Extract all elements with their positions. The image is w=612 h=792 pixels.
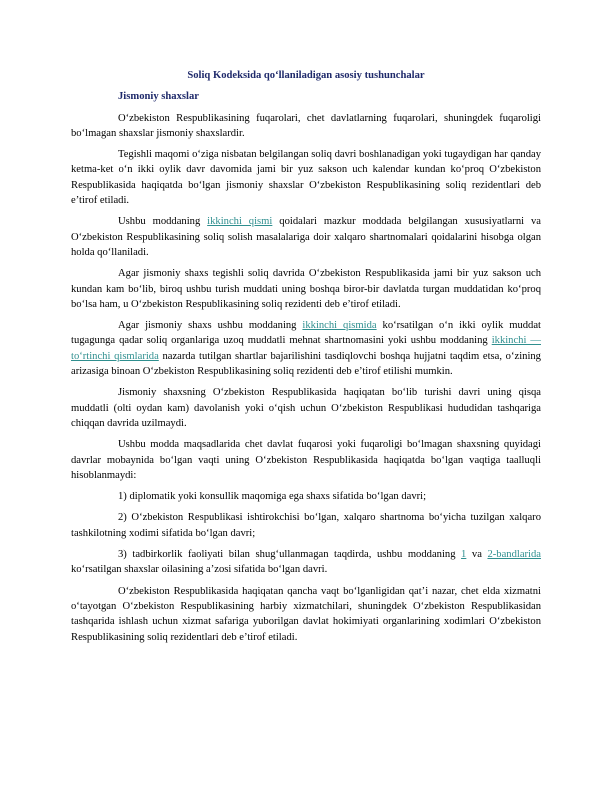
link-band-1[interactable]: 1 xyxy=(461,549,467,561)
paragraph-7: Ushbu modda maqsadlarida chet davlat fuqarosi yoki fuqaroligi bo‘lmagan shaxsning quyidagi davrlar mobaynida bo‘lgan vaqti uning O‘zbekiston Respublikasida haqiqatda bo‘lgan vaqtiga taalluqli hisoblanmaydi: xyxy=(71,439,541,481)
section-heading: Jismoniy shaxslar xyxy=(118,91,199,103)
list-item-3-text-a: 3) tadbirkorlik faoliyati bilan shug‘ullanmagan taqdirda, ushbu moddaning xyxy=(118,549,462,561)
list-item-1: 1) diplomatik yoki konsullik maqomiga ega shaxs sifatida bo‘lgan davri; xyxy=(118,491,427,503)
link-ikkinchi-tortinchi-qismlarida[interactable]: ikkinchi — to‘rtinchi qismlarida xyxy=(71,335,541,362)
list-item-2: 2) O‘zbekiston Respublikasi ishtirokchisi bo‘lgan, xalqaro shartnoma bo‘yicha tuzilgan xalqaro tashkilotning xodimi sifatida bo‘lgan davri; xyxy=(71,512,541,539)
paragraph-5-text-c: nazarda tutilgan shartlar bajarilishini tasdiqlovchi boshqa hujjatni taqdim etsa, o‘zining arizasiga binoan O‘zbekiston Respublikasining soliq rezidenti deb e’tirof etilishi mumkin. xyxy=(71,350,541,378)
paragraph-3-text-a: Ushbu moddaning xyxy=(118,216,208,228)
list-item-3-text-c: ko‘rsatilgan shaxslar oilasining a’zosi sifatida bo‘lgan davri. xyxy=(71,564,328,576)
paragraph-5-text-b: ko‘rsatilgan o‘n ikki oylik muddat tugagunga qadar soliq organlariga uzoq muddatli mehnat shartnomasini yoki ushbu moddaning xyxy=(71,320,541,347)
link-ikkinchi-qismi[interactable]: ikkinchi qismi xyxy=(207,216,273,228)
document-page xyxy=(71,68,541,651)
list-item-3-text-b: va xyxy=(466,549,488,561)
paragraph-3 xyxy=(71,214,541,260)
document-title: Soliq Kodeksida qo‘llaniladigan asosiy tushunchalar xyxy=(187,70,425,81)
paragraph-1: O‘zbekiston Respublikasining fuqarolari, chet davlatlarning fuqarolari, shuningdek fuqaroligi bo‘lmagan shaxslar jismoniy shaxslardir. xyxy=(71,112,541,139)
paragraph-4: Agar jismoniy shaxs tegishli soliq davrida O‘zbekiston Respublikasida jami bir yuz sakson uch kundan kam bo‘lib, biroq ushbu turish muddati uning boshqa biror-bir davlatda turgan muddatidan ko‘proq bo‘lsa ham, u O‘zbekiston Respublikasining soliq rezidenti deb e’tirof etiladi. xyxy=(71,268,541,310)
paragraph-final: O‘zbekiston Respublikasida haqiqatan qancha vaqt bo‘lganligidan qat’i nazar, chet elda xizmatni o‘tayotgan O‘zbekiston Respublikasining harbiy xizmatchilari, shuningdek O‘zbekiston Respublikasidan tashqarida ishlash uchun xizmat safariga yuborilgan davlat hokimiyati organlarining xodimlari O‘zbekiston Respublikasining soliq rezidentlari deb e’tirof etiladi. xyxy=(71,585,541,643)
link-ikkinchi-qismida[interactable]: ikkinchi qismida xyxy=(302,320,377,332)
list-item-3 xyxy=(71,547,541,578)
paragraph-3-text-b: qoidalari mazkur moddada belgilangan xususiyatlarni va O‘zbekiston Respublikasining soliq solish masalalariga doir xalqaro shartnomalari qoidalarini hisobga olgan holda qo‘llaniladi. xyxy=(71,216,541,258)
link-2-bandlarida[interactable]: 2-bandlarida xyxy=(487,549,541,561)
paragraph-5-text-a: Agar jismoniy shaxs ushbu moddaning xyxy=(118,320,303,332)
paragraph-5 xyxy=(71,318,541,379)
paragraph-6: Jismoniy shaxsning O‘zbekiston Respublikasida haqiqatan bo‘lib turishi davri uning qisqa muddatli (olti oydan kam) davolanish yoki o‘qish uchun O‘zbekiston Respublikasi hududidan tashqariga chiqqan davrida uzilmaydi. xyxy=(71,387,541,429)
paragraph-2: Tegishli maqomi o‘ziga nisbatan belgilangan soliq davri boshlanadigan yoki tugaydigan har qanday ketma-ket o‘n ikki oylik davr davomida jami bir yuz sakson uch kalendar kundan ko‘proq O‘zbekiston Respublikasida haqiqatda bo‘lgan jismoniy shaxslar O‘zbekiston Respublikasining soliq rezidentlari deb e’tirof etiladi. xyxy=(71,149,541,207)
